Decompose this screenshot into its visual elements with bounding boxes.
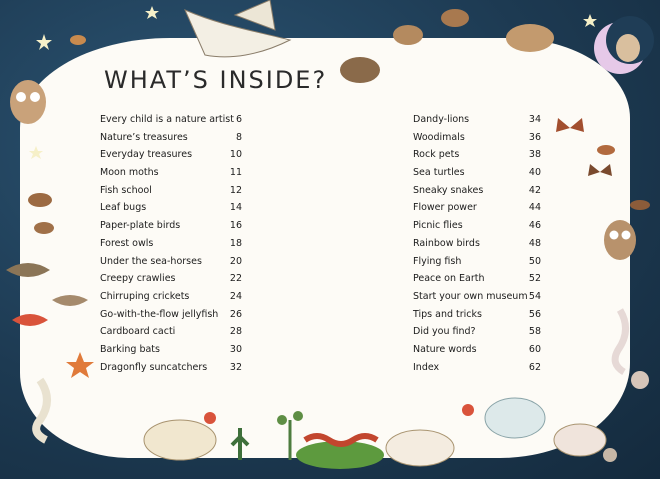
toc-entry-page: 14 bbox=[229, 202, 242, 214]
toc-entry-title: Moon moths bbox=[100, 167, 159, 179]
toc-entry bbox=[413, 270, 541, 288]
toc-entry-title: Cardboard cacti bbox=[100, 326, 176, 338]
toc-entry-title: Sea turtles bbox=[413, 167, 465, 179]
toc-entry bbox=[413, 359, 541, 377]
toc-entry bbox=[100, 182, 242, 200]
toc-entry bbox=[100, 146, 242, 164]
toc-entry-page: 58 bbox=[528, 326, 541, 338]
toc-entry-title: Flying fish bbox=[413, 255, 462, 267]
cactus-icon bbox=[232, 411, 303, 460]
toc-entry-title: Flower power bbox=[413, 202, 477, 214]
toc-entry-page: 50 bbox=[528, 255, 541, 267]
toc-entry-page: 46 bbox=[528, 220, 541, 232]
toc-entry-page: 40 bbox=[528, 167, 541, 179]
toc-entry-page: 36 bbox=[528, 131, 541, 143]
toc-entry-page: 22 bbox=[229, 273, 242, 285]
toc-entry-page: 10 bbox=[229, 149, 242, 161]
toc-entry-page: 16 bbox=[229, 220, 242, 232]
toc-entry-page: 62 bbox=[528, 361, 541, 373]
toc-entry bbox=[413, 253, 541, 271]
toc-entry-page: 34 bbox=[528, 114, 541, 125]
toc-left-column bbox=[100, 111, 242, 376]
toc-entry-page: 24 bbox=[229, 290, 242, 302]
toc-entry bbox=[100, 341, 242, 359]
toc-entry bbox=[100, 359, 242, 377]
toc-entry-page: 42 bbox=[528, 184, 541, 196]
toc-entry bbox=[413, 111, 541, 129]
toc-entry-title: Fish school bbox=[100, 184, 152, 196]
toc-right-column bbox=[413, 111, 541, 376]
toc-entry-title: Woodimals bbox=[413, 131, 465, 143]
toc-entry bbox=[100, 323, 242, 341]
fish-icon bbox=[6, 263, 88, 326]
toc-entry bbox=[413, 129, 541, 147]
toc-entry-title: Paper-plate birds bbox=[100, 220, 181, 232]
toc-entry-page: 30 bbox=[229, 343, 242, 355]
toc-entry-page: 6 bbox=[235, 114, 242, 125]
toc-entry-title: Leaf bugs bbox=[100, 202, 147, 214]
toc-entry bbox=[100, 253, 242, 271]
toc-entry-page: 32 bbox=[229, 361, 242, 373]
toc-entry-title: Rock pets bbox=[413, 149, 460, 161]
toc-entry bbox=[100, 270, 242, 288]
toc-entry-title: Forest owls bbox=[100, 237, 154, 249]
toc-entry-title: Nature words bbox=[413, 343, 477, 355]
toc-entry-title: Dandy-lions bbox=[413, 114, 470, 125]
toc-entry-page: 26 bbox=[229, 308, 242, 320]
toc-entry bbox=[413, 341, 541, 359]
toc-entry-title: Start your own museum bbox=[413, 290, 528, 302]
toc-entry-title: Nature’s treasures bbox=[100, 131, 188, 143]
jellyfish-icon bbox=[603, 371, 649, 462]
toc-entry bbox=[100, 235, 242, 253]
toc-entry bbox=[413, 288, 541, 306]
toc-entry-title: Go-with-the-flow jellyfish bbox=[100, 308, 219, 320]
toc-entry-title: Everyday treasures bbox=[100, 149, 193, 161]
toc-entry-title: Every child is a nature artist bbox=[100, 114, 234, 125]
toc-entry-title: Under the sea-horses bbox=[100, 255, 202, 267]
toc-entry bbox=[413, 217, 541, 235]
toc-entry bbox=[413, 199, 541, 217]
toc-entry bbox=[413, 323, 541, 341]
toc-entry bbox=[100, 306, 242, 324]
toc-entry-title: Index bbox=[413, 361, 440, 373]
toc-entry-page: 8 bbox=[235, 131, 242, 143]
toc-entry-page: 20 bbox=[229, 255, 242, 267]
toc-entry bbox=[413, 164, 541, 182]
toc-entry bbox=[100, 111, 242, 129]
toc-entry bbox=[413, 182, 541, 200]
toc-entry-page: 48 bbox=[528, 237, 541, 249]
toc-entry bbox=[413, 235, 541, 253]
toc-entry-title: Did you find? bbox=[413, 326, 476, 338]
toc-entry-title: Chirruping crickets bbox=[100, 290, 190, 302]
toc-entry-page: 38 bbox=[528, 149, 541, 161]
toc-entry bbox=[100, 217, 242, 235]
toc-entry-page: 54 bbox=[528, 290, 541, 302]
toc-entry-page: 44 bbox=[528, 202, 541, 214]
toc-entry-title: Dragonfly suncatchers bbox=[100, 361, 208, 373]
toc-entry-page: 56 bbox=[528, 308, 541, 320]
toc-entry-title: Tips and tricks bbox=[413, 308, 482, 320]
toc-entry-page: 11 bbox=[229, 167, 242, 179]
toc-entry bbox=[100, 129, 242, 147]
toc-entry-page: 60 bbox=[528, 343, 541, 355]
toc-entry-page: 28 bbox=[229, 326, 242, 338]
toc-entry-title: Picnic flies bbox=[413, 220, 463, 232]
toc-entry bbox=[413, 306, 541, 324]
toc-entry-title: Barking bats bbox=[100, 343, 160, 355]
toc-entry-title: Rainbow birds bbox=[413, 237, 480, 249]
toc-entry bbox=[100, 199, 242, 217]
toc-entry bbox=[100, 288, 242, 306]
page-title: WHAT’S INSIDE? bbox=[104, 66, 328, 94]
toc-entry bbox=[100, 164, 242, 182]
toc-entry bbox=[413, 146, 541, 164]
toc-entry-title: Sneaky snakes bbox=[413, 184, 484, 196]
bird-icon bbox=[185, 0, 290, 57]
toc-entry-page: 52 bbox=[528, 273, 541, 285]
snake-icon bbox=[296, 436, 384, 469]
toc-entry-page: 18 bbox=[229, 237, 242, 249]
starfish-icon bbox=[66, 352, 94, 378]
toc-entry-title: Peace on Earth bbox=[413, 273, 485, 285]
toc-entry-page: 12 bbox=[229, 184, 242, 196]
moth-icon bbox=[340, 9, 554, 83]
toc-entry-title: Creepy crawlies bbox=[100, 273, 176, 285]
